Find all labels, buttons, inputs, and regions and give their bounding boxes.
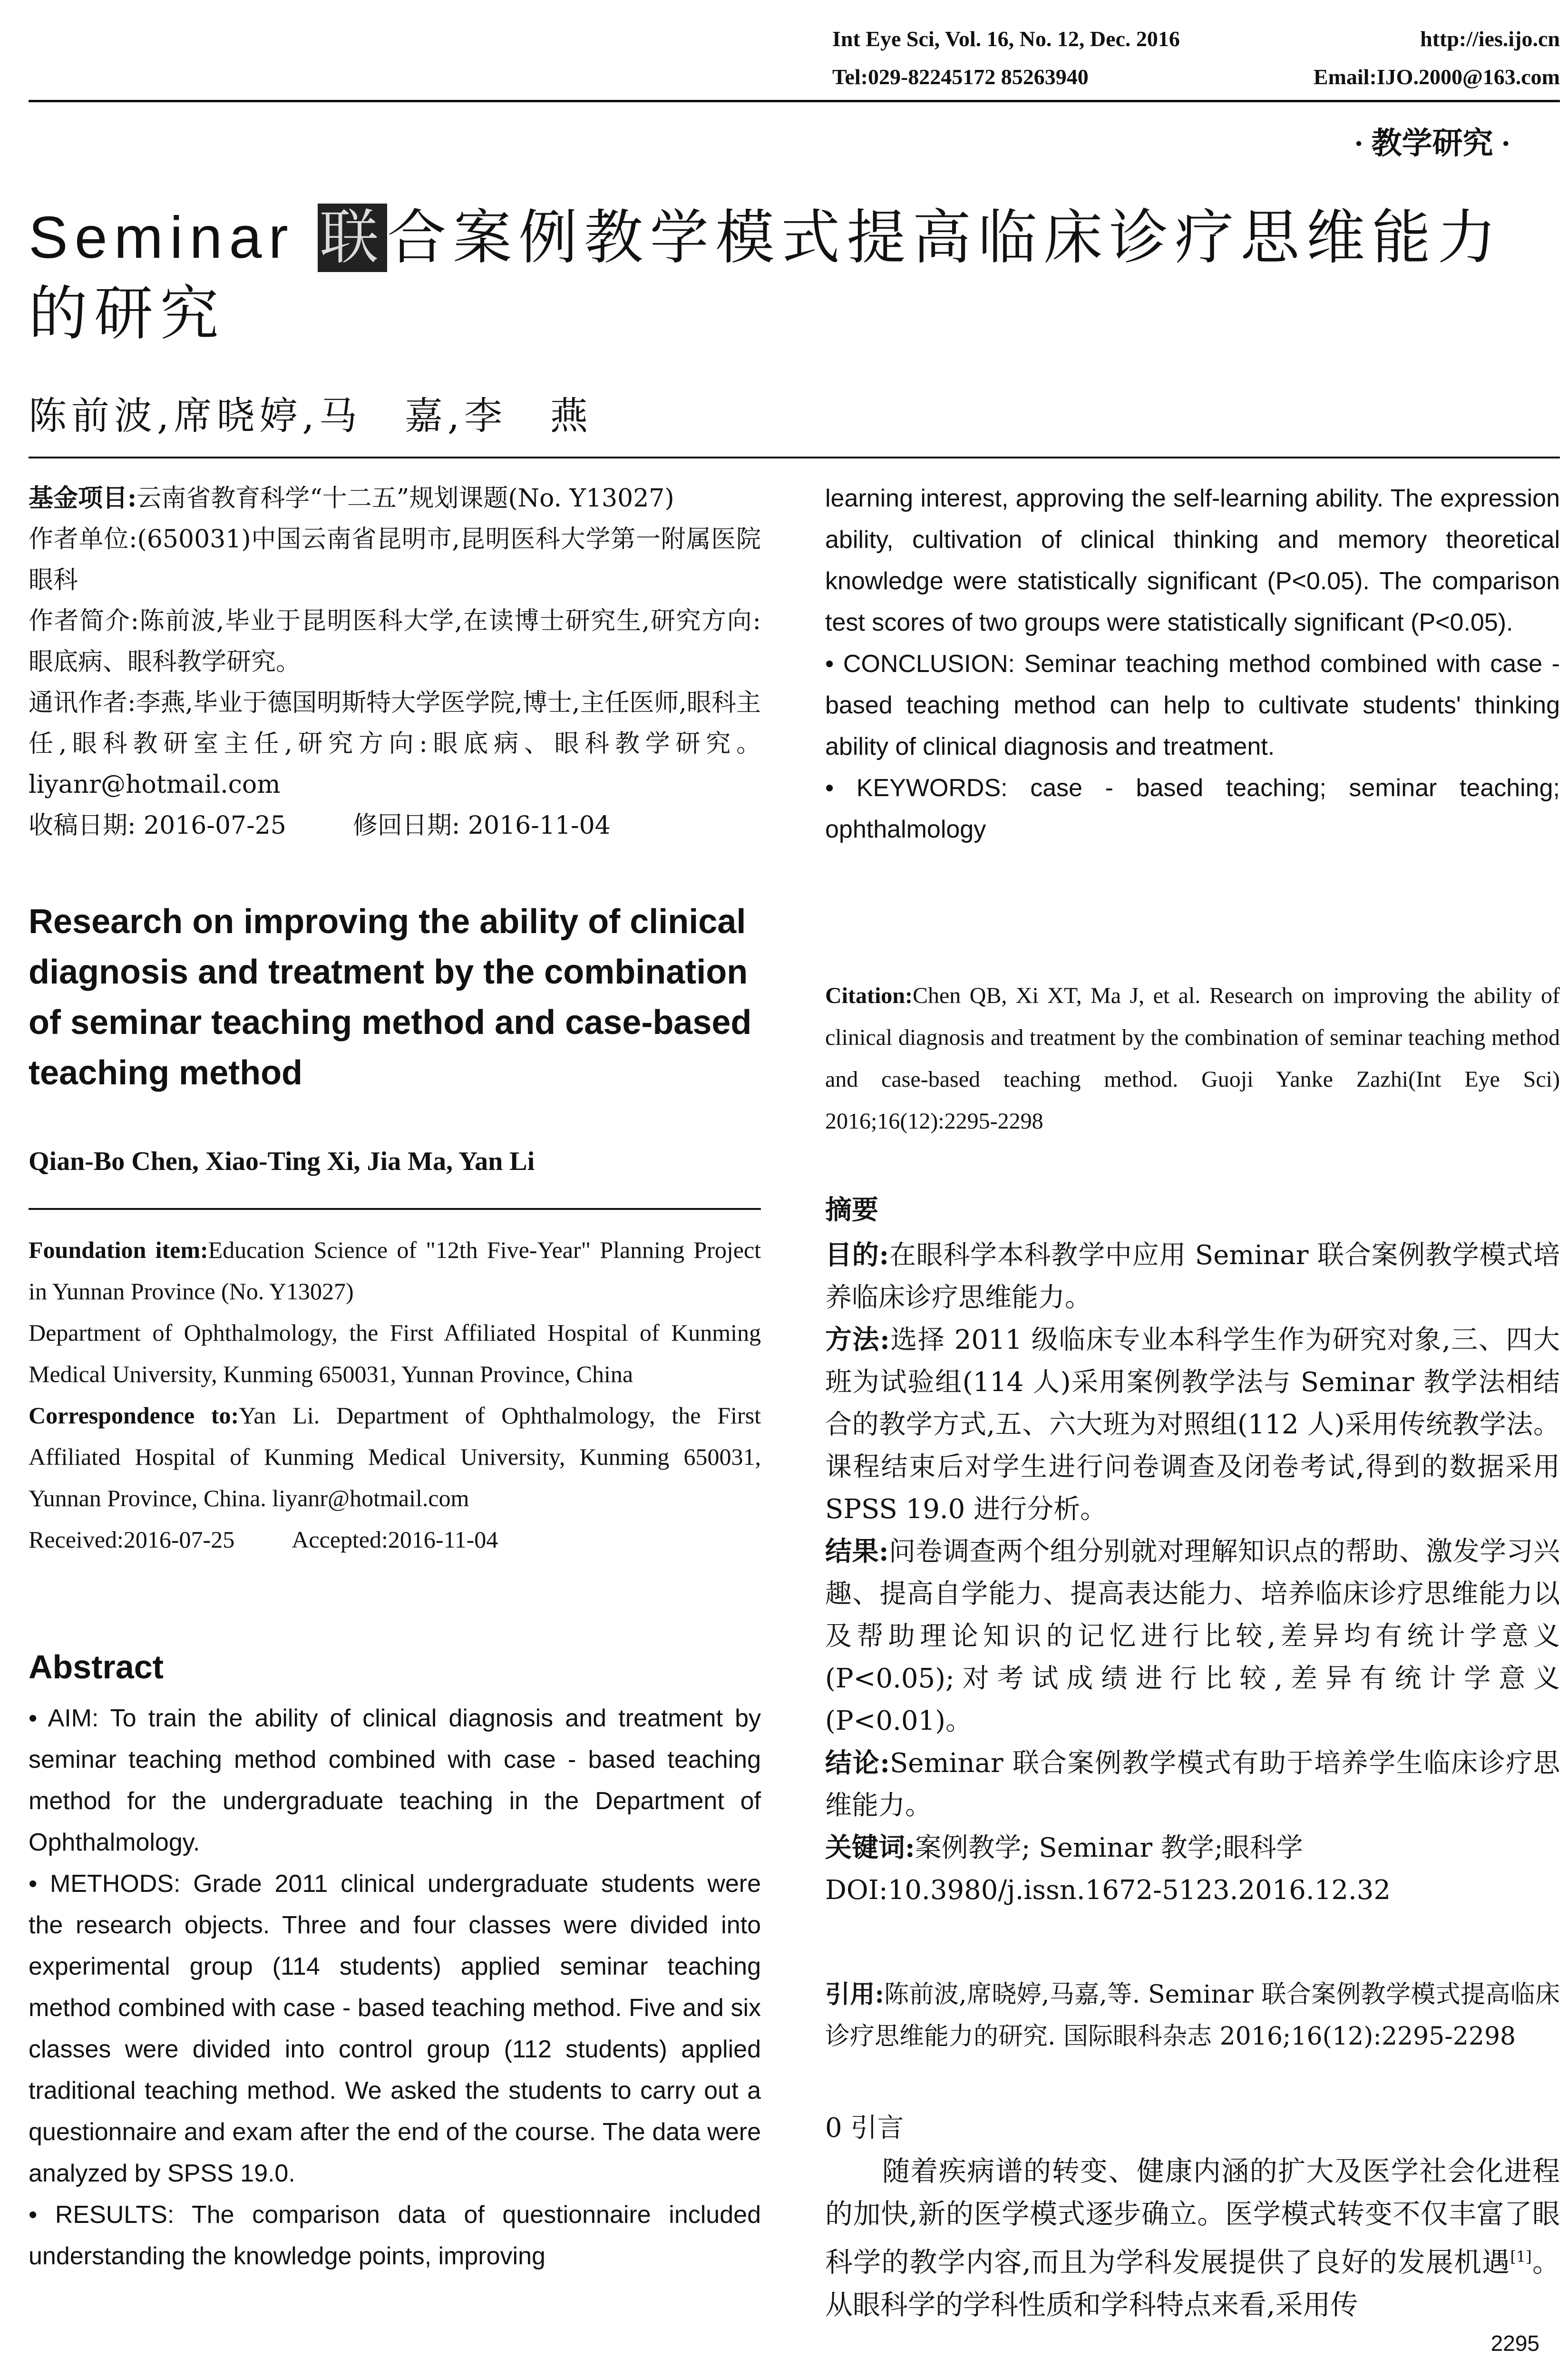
abstract-cn-aim-label: 目的: xyxy=(825,1239,889,1271)
foundation-en xyxy=(29,1229,761,1312)
intro-ref: [1] xyxy=(1510,2248,1532,2266)
authors-cn: 陈前波,席晓婷,马 嘉,李 燕 xyxy=(29,394,593,438)
abstract-cn-keywords xyxy=(825,1827,1560,1869)
journal-header-line1 xyxy=(832,26,1560,51)
abstract-cn-keywords-text: 案例教学; Seminar 教学;眼科学 xyxy=(915,1832,1303,1863)
title-highlight: 联 xyxy=(318,204,387,272)
abstract-conclusion: • CONCLUSION: Seminar teaching method combined with case - based teaching method can help to cultivate students' thinking ability of clinical diagnosis and treatment. xyxy=(825,650,1560,760)
abstract-left xyxy=(29,1698,761,2277)
citation-cn-text: 陈前波,席晓婷,马嘉,等. Seminar 联合案例教学模式提高临床诊疗思维能力的研究. 国际眼科杂志 2016;16(12):2295-2298 xyxy=(825,1980,1560,2051)
intro-paragraph xyxy=(825,2150,1560,2326)
abstract-right xyxy=(825,478,1560,850)
department-en: Department of Ophthalmology, the First Affiliated Hospital of Kunming Medical University, Kunming 650031, Yunnan Province, China xyxy=(29,1319,761,1387)
abstract-cn-methods xyxy=(825,1319,1560,1530)
abstract-cn-results-text: 问卷调查两个组分别就对理解知识点的帮助、激发学习兴趣、提高自学能力、提高表达能力、培养临床诊疗思维能力以及帮助理论知识的记忆进行比较,差异均有统计学意义(P<0.05);对考试成绩进行比较,差异有统计学意义(P<0.01)。 xyxy=(825,1536,1560,1736)
title-rest: 合案例教学模式提高临床诊疗思维能力的研究 xyxy=(29,204,1503,348)
meta-en xyxy=(29,1229,761,1560)
abstract-results-1: • RESULTS: The comparison data of questionnaire included understanding the knowledge points, improving xyxy=(29,2201,761,2270)
citation-cn-label: 引用: xyxy=(825,1980,884,2009)
abstract-cn-aim xyxy=(825,1234,1560,1319)
correspond-en-label: Correspondence to: xyxy=(29,1402,239,1429)
abstract-cn-keywords-label: 关键词: xyxy=(825,1832,915,1863)
correspond-cn: 通讯作者:李燕,毕业于德国明斯特大学医学院,博士,主任医师,眼科主任,眼科教研室主任,研究方向:眼底病、眼科教学研究。liyanr@hotmail.com xyxy=(29,689,761,799)
abstract-cn xyxy=(825,1234,1560,1911)
abstract-cn-aim-text: 在眼科学本科教学中应用 Seminar 联合案例教学模式培养临床诊疗思维能力。 xyxy=(825,1240,1560,1313)
received-en: Received:2016-07-25 xyxy=(29,1526,235,1553)
received-cn: 收稿日期: 2016-07-25 xyxy=(29,811,286,840)
journal-header-line2 xyxy=(832,64,1560,89)
journal-tel: Tel:029-82245172 85263940 xyxy=(832,65,1089,89)
abstract-cn-methods-label: 方法: xyxy=(825,1324,890,1355)
section-label: · 教学研究 · xyxy=(1354,127,1511,160)
abstract-cn-conclusion xyxy=(825,1742,1560,1827)
citation-en-text: Chen QB, Xi XT, Ma J, et al. Research on improving the ability of clinical diagnosis and treatment by the combination of seminar teaching method and case-based teaching method. Guoji Yanke Zazhi(Int Eye Sci) 2016;16(12):2295-2298 xyxy=(825,983,1560,1134)
title-lead: Seminar xyxy=(29,205,318,271)
abstract-cn-conclusion-text: Seminar 联合案例教学模式有助于培养学生临床诊疗思维能力。 xyxy=(825,1748,1560,1821)
correspond-en-text: Yan Li. Department of Ophthalmology, the First Affiliated Hospital of Kunming Medical University, Kunming 650031, Yunnan Province, China. liyanr@hotmail.com xyxy=(29,1402,761,1511)
abstract-keywords: • KEYWORDS: case - based teaching; seminar teaching; ophthalmology xyxy=(825,774,1560,843)
paper-title-cn xyxy=(29,200,1560,352)
meta-cn xyxy=(29,478,761,846)
citation-en-label: Citation: xyxy=(825,983,913,1008)
abstract-cn-methods-text: 选择 2011 级临床专业本科学生作为研究对象,三、四大班为试验组(114 人)采用案例教学法与 Seminar 教学法相结合的教学方式,五、六大班为对照组(112 人)采用传统教学法。课程结束后对学生进行问卷调查及闭卷考试,得到的数据采用 SPSS 19.0 进行分析。 xyxy=(825,1325,1560,1525)
foundation-cn-label: 基金项目: xyxy=(29,484,137,513)
dates-en xyxy=(29,1519,761,1560)
revised-cn: 修回日期: 2016-11-04 xyxy=(352,811,611,840)
paper-title-en: Research on improving the ability of clinical diagnosis and treatment by the combination of seminar teaching method and case-based teaching method xyxy=(29,903,752,1092)
journal-citation: Int Eye Sci, Vol. 16, No. 12, Dec. 2016 xyxy=(832,27,1180,51)
abstract-results-2: learning interest, approving the self-learning ability. The expression ability, cultivation of clinical thinking and memory theoretical knowledge were statistically significant (P<0.05). The comparison test scores of two groups were statistically significant (P<0.05). xyxy=(825,485,1560,636)
citation-cn xyxy=(825,1974,1560,2057)
header-rule xyxy=(29,100,1560,102)
doi: DOI:10.3980/j.issn.1672-5123.2016.12.32 xyxy=(825,1875,1391,1906)
abstract-cn-results-label: 结果: xyxy=(825,1536,889,1567)
bio-cn: 作者简介:陈前波,毕业于昆明医科大学,在读博士研究生,研究方向:眼底病、眼科教学研究。 xyxy=(29,607,761,676)
abstract-aim: • AIM: To train the ability of clinical diagnosis and treatment by seminar teaching method combined with case - based teaching method for the undergraduate teaching in the Department of Ophthalmology. xyxy=(29,1705,761,1856)
abstract-cn-results xyxy=(825,1530,1560,1742)
foundation-en-text: Education Science of "12th Five-Year" Planning Project in Yunnan Province (No. Y13027) xyxy=(29,1237,761,1305)
citation-en xyxy=(825,975,1560,1142)
foundation-cn xyxy=(29,478,761,519)
abstract-methods: • METHODS: Grade 2011 clinical undergraduate students were the research objects. Three and four classes were divided into experimental group (114 students) applied seminar teaching method combined with case - based teaching method. Five and six classes were divided into control group (112 students) applied traditional teaching method. We asked the students to carry out a questionnaire and exam after the end of the course. The data were analyzed by SPSS 19.0. xyxy=(29,1870,761,2187)
abstract-heading: Abstract xyxy=(29,1648,164,1685)
authors-rule xyxy=(29,1208,761,1210)
correspond-en xyxy=(29,1395,761,1519)
page-number: 2295 xyxy=(1490,2331,1539,2356)
abstract-cn-conclusion-label: 结论: xyxy=(825,1747,890,1779)
dates-cn xyxy=(29,805,761,846)
journal-email: Email:IJO.2000@163.com xyxy=(1313,65,1560,89)
title-rule xyxy=(29,457,1560,458)
unit-cn: 作者单位:(650031)中国云南省昆明市,昆明医科大学第一附属医院眼科 xyxy=(29,525,761,594)
authors-en: Qian-Bo Chen, Xiao-Ting Xi, Jia Ma, Yan Li xyxy=(29,1147,535,1176)
accepted-en: Accepted:2016-11-04 xyxy=(292,1526,498,1553)
abstract-cn-heading: 摘要 xyxy=(825,1194,878,1226)
intro-text: 随着疾病谱的转变、健康内涵的扩大及医学社会化进程的加快,新的医学模式逐步确立。医学模式转变不仅丰富了眼科学的教学内容,而且为学科发展提供了良好的发展机遇 xyxy=(825,2155,1560,2279)
foundation-en-label: Foundation item: xyxy=(29,1237,208,1263)
foundation-cn-text: 云南省教育科学“十二五”规划课题(No. Y13027) xyxy=(136,484,674,513)
intro-text-end: 。从眼科学的学科性质和学科特点来看,采用传 xyxy=(825,2246,1560,2321)
journal-url: http://ies.ijo.cn xyxy=(1420,27,1560,51)
intro-heading: 0 引言 xyxy=(825,2113,904,2143)
